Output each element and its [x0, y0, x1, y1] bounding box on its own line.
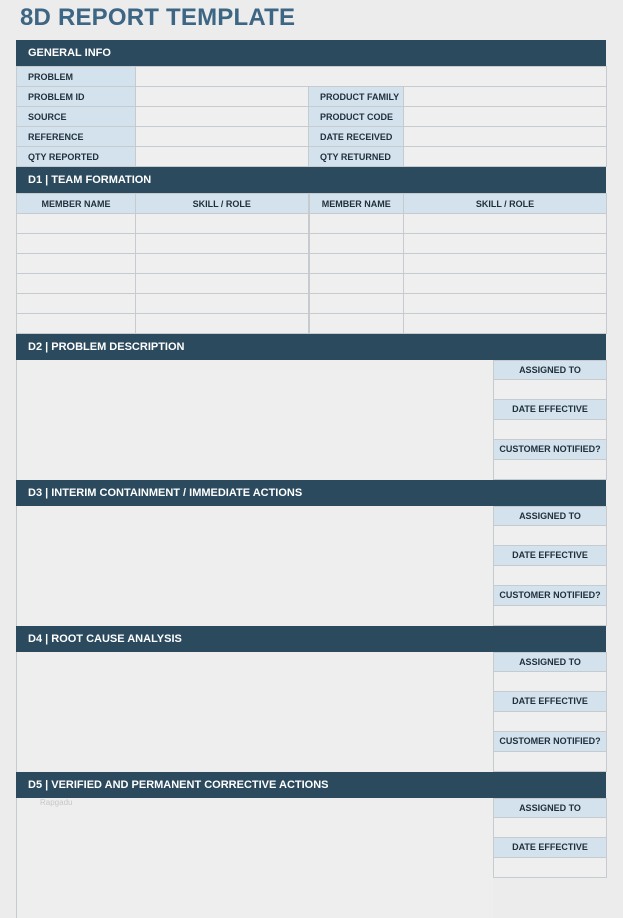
assigned-to-label: ASSIGNED TO [493, 798, 607, 818]
assigned-to-label: ASSIGNED TO [493, 652, 607, 672]
table-row [17, 87, 607, 107]
table-row [17, 107, 607, 127]
d5-section [16, 798, 606, 918]
customer-notified-label: CUSTOMER NOTIFIED? [493, 440, 607, 460]
member-name-cell[interactable] [17, 214, 136, 234]
member-name-cell[interactable] [309, 274, 404, 294]
date-received-field[interactable] [404, 127, 607, 147]
date-effective-field[interactable] [493, 858, 607, 878]
customer-notified-field[interactable] [493, 752, 607, 772]
customer-notified-field[interactable] [493, 606, 607, 626]
watermark-text: Rapgadu [40, 798, 73, 807]
product-code-label: PRODUCT CODE [309, 107, 404, 127]
table-row [17, 294, 607, 314]
d2-description-field[interactable] [17, 360, 493, 480]
skill-role-cell[interactable] [404, 294, 607, 314]
assigned-to-field[interactable] [493, 672, 607, 692]
member-name-cell[interactable] [17, 274, 136, 294]
assigned-to-field[interactable] [493, 380, 607, 400]
reference-field[interactable] [136, 127, 309, 147]
table-row [17, 67, 607, 87]
problem-field[interactable] [136, 67, 607, 87]
d2-header: D2 | PROBLEM DESCRIPTION [16, 334, 606, 360]
general-info-table [16, 66, 607, 167]
skill-role-cell[interactable] [404, 214, 607, 234]
problem-id-field[interactable] [136, 87, 309, 107]
d4-header: D4 | ROOT CAUSE ANALYSIS [16, 626, 606, 652]
skill-role-cell[interactable] [136, 234, 309, 254]
page-title: 8D REPORT TEMPLATE [20, 4, 296, 31]
skill-role-cell[interactable] [404, 314, 607, 334]
date-effective-field[interactable] [493, 566, 607, 586]
date-effective-label: DATE EFFECTIVE [493, 400, 607, 420]
assigned-to-field[interactable] [493, 526, 607, 546]
d5-side-panel [493, 798, 607, 878]
team-header-row [17, 194, 607, 214]
d5-actions-field[interactable] [17, 798, 493, 918]
member-name-cell[interactable] [309, 234, 404, 254]
member-name-cell[interactable] [17, 314, 136, 334]
skill-role-header: SKILL / ROLE [404, 194, 607, 214]
d3-side-panel [493, 506, 607, 626]
team-formation-header: D1 | TEAM FORMATION [16, 167, 606, 193]
d5-header: D5 | VERIFIED AND PERMANENT CORRECTIVE ACTIONS [16, 772, 606, 798]
qty-reported-label: QTY REPORTED [17, 147, 136, 167]
member-name-cell[interactable] [17, 234, 136, 254]
table-row [17, 214, 607, 234]
source-field[interactable] [136, 107, 309, 127]
skill-role-cell[interactable] [136, 214, 309, 234]
product-family-label: PRODUCT FAMILY [309, 87, 404, 107]
source-label: SOURCE [17, 107, 136, 127]
member-name-cell[interactable] [309, 294, 404, 314]
date-received-label: DATE RECEIVED [309, 127, 404, 147]
date-effective-label: DATE EFFECTIVE [493, 838, 607, 858]
problem-id-label: PROBLEM ID [17, 87, 136, 107]
date-effective-label: DATE EFFECTIVE [493, 546, 607, 566]
d4-analysis-field[interactable] [17, 652, 493, 772]
skill-role-cell[interactable] [136, 294, 309, 314]
table-row [17, 274, 607, 294]
table-row [17, 254, 607, 274]
assigned-to-label: ASSIGNED TO [493, 506, 607, 526]
product-family-field[interactable] [404, 87, 607, 107]
d2-side-panel [493, 360, 607, 480]
team-table [16, 193, 607, 334]
table-row [17, 127, 607, 147]
member-name-cell[interactable] [17, 294, 136, 314]
date-effective-label: DATE EFFECTIVE [493, 692, 607, 712]
skill-role-cell[interactable] [136, 274, 309, 294]
date-effective-field[interactable] [493, 712, 607, 732]
qty-reported-field[interactable] [136, 147, 309, 167]
table-row [17, 147, 607, 167]
date-effective-field[interactable] [493, 420, 607, 440]
product-code-field[interactable] [404, 107, 607, 127]
qty-returned-field[interactable] [404, 147, 607, 167]
assigned-to-field[interactable] [493, 818, 607, 838]
skill-role-cell[interactable] [136, 314, 309, 334]
member-name-cell[interactable] [309, 314, 404, 334]
assigned-to-label: ASSIGNED TO [493, 360, 607, 380]
member-name-cell[interactable] [309, 254, 404, 274]
qty-returned-label: QTY RETURNED [309, 147, 404, 167]
d4-section [16, 652, 606, 772]
reference-label: REFERENCE [17, 127, 136, 147]
member-name-cell[interactable] [17, 254, 136, 274]
d3-actions-field[interactable] [17, 506, 493, 626]
customer-notified-label: CUSTOMER NOTIFIED? [493, 586, 607, 606]
customer-notified-field[interactable] [493, 460, 607, 480]
problem-label: PROBLEM [17, 67, 136, 87]
customer-notified-label: CUSTOMER NOTIFIED? [493, 732, 607, 752]
table-row [17, 314, 607, 334]
skill-role-cell[interactable] [404, 254, 607, 274]
skill-role-cell[interactable] [404, 274, 607, 294]
d3-section [16, 506, 606, 626]
skill-role-cell[interactable] [404, 234, 607, 254]
d3-header: D3 | INTERIM CONTAINMENT / IMMEDIATE ACTIONS [16, 480, 606, 506]
member-name-cell[interactable] [309, 214, 404, 234]
general-info-header: GENERAL INFO [16, 40, 606, 66]
d4-side-panel [493, 652, 607, 772]
skill-role-cell[interactable] [136, 254, 309, 274]
member-name-header: MEMBER NAME [17, 194, 136, 214]
skill-role-header: SKILL / ROLE [136, 194, 309, 214]
member-name-header: MEMBER NAME [309, 194, 404, 214]
report-sheet [16, 40, 606, 918]
table-row [17, 234, 607, 254]
d2-section [16, 360, 606, 480]
